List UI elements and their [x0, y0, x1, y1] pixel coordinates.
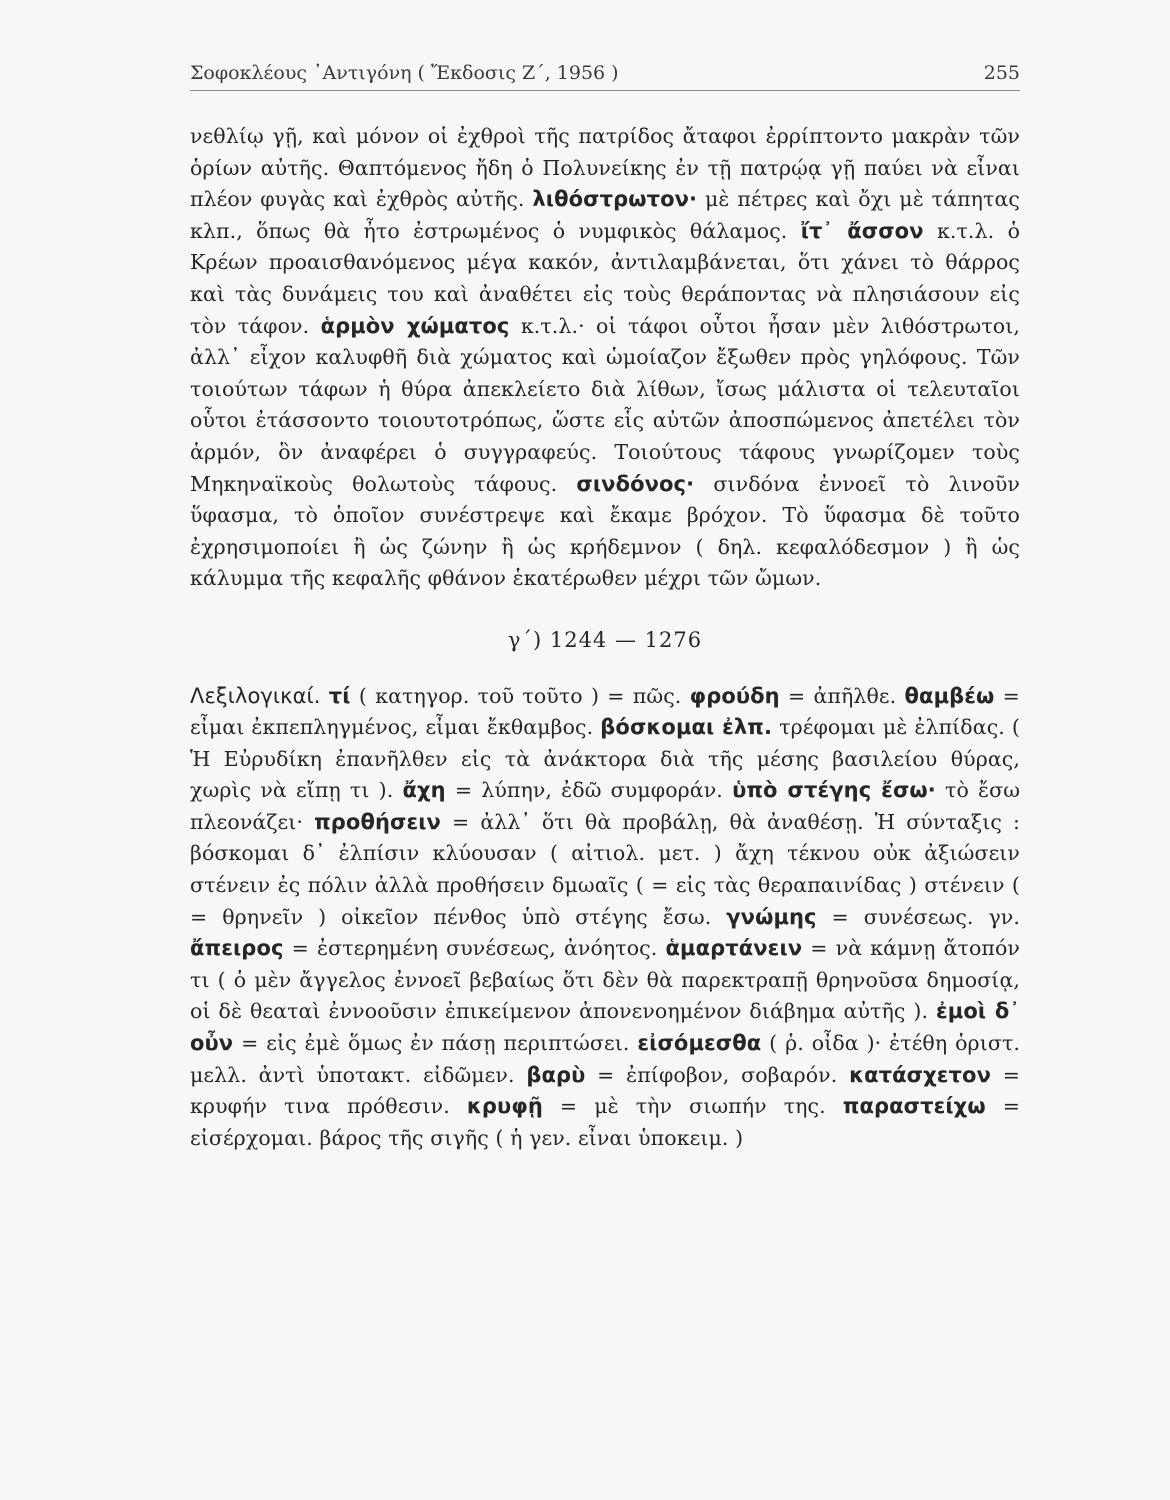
vocabulary-heading: Λεξιλογικαί.: [190, 683, 321, 708]
paragraph-2: [190, 681, 1020, 1155]
text-segment: = κρυφήν τινα πρόθεσιν.: [190, 1062, 1020, 1119]
text-segment: = ἀλλ᾿ ὅτι θὰ προβάλῃ, θὰ ἀναθέσῃ. Ἡ σύνταξις : βόσκομαι δ᾿ ἐλπίσιν κλύουσαν ( αἰτιολ. μετ. ) ἄχη τέκνου οὐκ ἀξιώσειν στένειν ἐς πόλιν ἀλλὰ προθήσειν δμωαῖς ( = εἰς τὰς θεραπαινίδας ) στένειν ( = θρηνεῖν ) οἰκεῖον πένθος ὑπὸ στέγης ἔσω.: [190, 809, 1020, 929]
text-segment: = λύπην, ἐδῶ συμφοράν.: [454, 778, 723, 803]
lemma: γνώμης: [726, 904, 817, 929]
text-segment: = εἰσέρχομαι.: [190, 1094, 1020, 1150]
page-number: 255: [983, 62, 1020, 84]
text-segment: μὲ πέτρες καὶ ὄχι μὲ τάπητας κλπ., ὅπως θὰ ἦτο ἐστρωμένος ὁ νυμφικὸς θάλαμος.: [190, 187, 1020, 243]
text-segment: = μὲ τὴν σιωπήν της.: [559, 1094, 826, 1119]
lemma: ἐμοὶ δ᾿ οὖν: [190, 999, 1020, 1056]
lemma: φρούδη: [689, 683, 780, 708]
lemma: κατάσχετον: [849, 1062, 991, 1087]
text-segment: ( κατηγορ. τοῦ τοῦτο ) = πῶς.: [358, 683, 682, 708]
text-segment: τρέφομαι μὲ ἐλπίδας. ( Ἡ Εὐρυδίκη ἐπανῆλθεν εἰς τὰ ἀνάκτορα διὰ τῆς μέσης βασιλείου θύρας, χωρὶς νὰ εἴπῃ τι ).: [190, 715, 1021, 803]
lemma: κρυφῇ: [466, 1094, 543, 1119]
lemma: παραστείχω: [842, 1094, 986, 1119]
lemma-it-asson: ἴτ᾿ ἄσσον: [800, 218, 924, 243]
text-segment: = ἀπῆλθε.: [787, 683, 897, 708]
lemma: ἄπειρος: [190, 936, 284, 961]
lemma: τί: [328, 683, 351, 708]
text-segment: = ἐστερημένη συνέσεως, ἀνόητος.: [291, 936, 658, 961]
text-segment: κ.τ.λ. ὁ Κρέων προαισθανόμενος μέγα κακόν, ἀντιλαμβάνεται, ὅτι χάνει τὸ θάρρος καὶ τὰς δυνάμεις του καὶ ἀναθέτει εἰς τοὺς θεράποντας νὰ πλησιάσουν εἰς τὸν τάφον.: [190, 218, 1021, 338]
lemma: προθήσειν: [314, 809, 441, 834]
lemma: θαμβέω: [904, 683, 995, 708]
lemma: ἄχη: [402, 778, 446, 803]
section-heading: γ΄) 1244 — 1276: [507, 627, 703, 652]
text-segment: = νὰ κάμνῃ ἄτοπόν τι ( ὁ μὲν ἄγγελος ἐννοεῖ βεβαίως ὅτι δὲν θὰ παρεκτραπῇ θρηνοῦσα δημοσίᾳ, οἱ δὲ θεαταὶ ἐννοοῦσιν ἐπικείμενον ἀπονενοημένον διάβημα αὐτῆς ).: [190, 936, 1020, 1024]
text-segment: κ.τ.λ.· οἱ τάφοι οὗτοι ἦσαν μὲν λιθόστρωτοι, ἀλλ᾿ εἶχον καλυφθῆ διὰ χώματος καὶ ὡμοίαζον ἔξωθεν πρὸς γηλόφους. Τῶν τοιούτων τάφων ἡ θύρα ἀπεκλείετο διὰ λίθων, ἴσως μάλιστα οἱ τελευταῖοι οὗτοι ἐτάσσοντο τοιουτοτρόπως, ὥστε εἷς αὐτῶν ἀποσπώμενος ἀπετέλει τὸν ἁρμόν, ὃν ἀναφέρει ὁ συγγραφεύς. Τοιούτους τάφους γνωρίζομεν τοὺς Μηκηναϊκοὺς θολωτοὺς τάφους.: [190, 313, 1020, 496]
text-segment: νεθλίῳ γῇ, καὶ μόνον οἱ ἐχθροὶ τῆς πατρίδος ἄταφοι ἐρρίπτοντο μακρὰν τῶν ὁρίων αὐτῆς. Θαπτόμενος ἤδη ὁ Πολυνείκης ἐν τῇ πατρῴᾳ γῇ παύει νὰ εἶναι πλέον φυγὰς καὶ ἐχθρὸς αὐτῆς.: [190, 124, 1020, 212]
text-segment: = συνέσεως. γν.: [831, 904, 1020, 929]
lemma-sindonos: σινδόνος·: [576, 471, 695, 496]
text-segment: βάρος τῆς σιγῆς ( ἡ γεν. εἶναι ὑποκειμ. ): [319, 1125, 744, 1150]
text-segment: = εἰς ἐμὲ ὅμως ἐν πάσῃ περιπτώσει.: [241, 1031, 630, 1056]
text-segment: = εἶμαι ἐκπεπληγμένος, εἶμαι ἔκθαμβος.: [190, 683, 1020, 740]
header-title: Σοφοκλέους ᾿Αντιγόνη ( Ἔκδοσις Ζ΄, 1956 ): [190, 62, 619, 84]
lemma: ἁμαρτάνειν: [665, 936, 803, 961]
text-segment: ( ῥ. οἶδα )· ἐτέθη ὁριστ. μελλ. ἀντὶ ὑποτακτ. εἰδῶμεν.: [190, 1031, 1020, 1087]
running-header: [190, 62, 1020, 91]
lemma: εἰσόμεσθα: [637, 1031, 762, 1056]
text-segment: = ἐπίφοβον, σοβαρόν.: [597, 1062, 838, 1087]
lemma: βαρὺ: [526, 1062, 586, 1087]
commentary-text: [190, 121, 1020, 1154]
lemma: ὑπὸ στέγης ἔσω·: [732, 778, 936, 803]
page: [190, 62, 1020, 1154]
lemma: βόσκομαι ἐλπ.: [600, 715, 773, 740]
lemma-lithostroton: λιθόστρωτον·: [532, 187, 698, 212]
text-segment: σινδόνα ἐννοεῖ τὸ λινοῦν ὕφασμα, τὸ ὁποῖον συνέστρεψε καὶ ἔκαμε βρόχον. Τὸ ὕφασμα δὲ τοῦτο ἐχρησιμοποίει ἢ ὡς ζώνην ἢ ὡς κρήδεμνον ( δηλ. κεφαλόδεσμον ) ἢ ὡς κάλυμμα τῆς κεφαλῆς φθάνον ἑκατέρωθεν μέχρι τῶν ὤμων.: [190, 471, 1020, 591]
paragraph-1: [190, 121, 1020, 595]
lemma-harmon-chomatos: ἁρμὸν χώματος: [320, 313, 510, 338]
text-segment: τὸ ἔσω πλεονάζει·: [190, 778, 1021, 834]
